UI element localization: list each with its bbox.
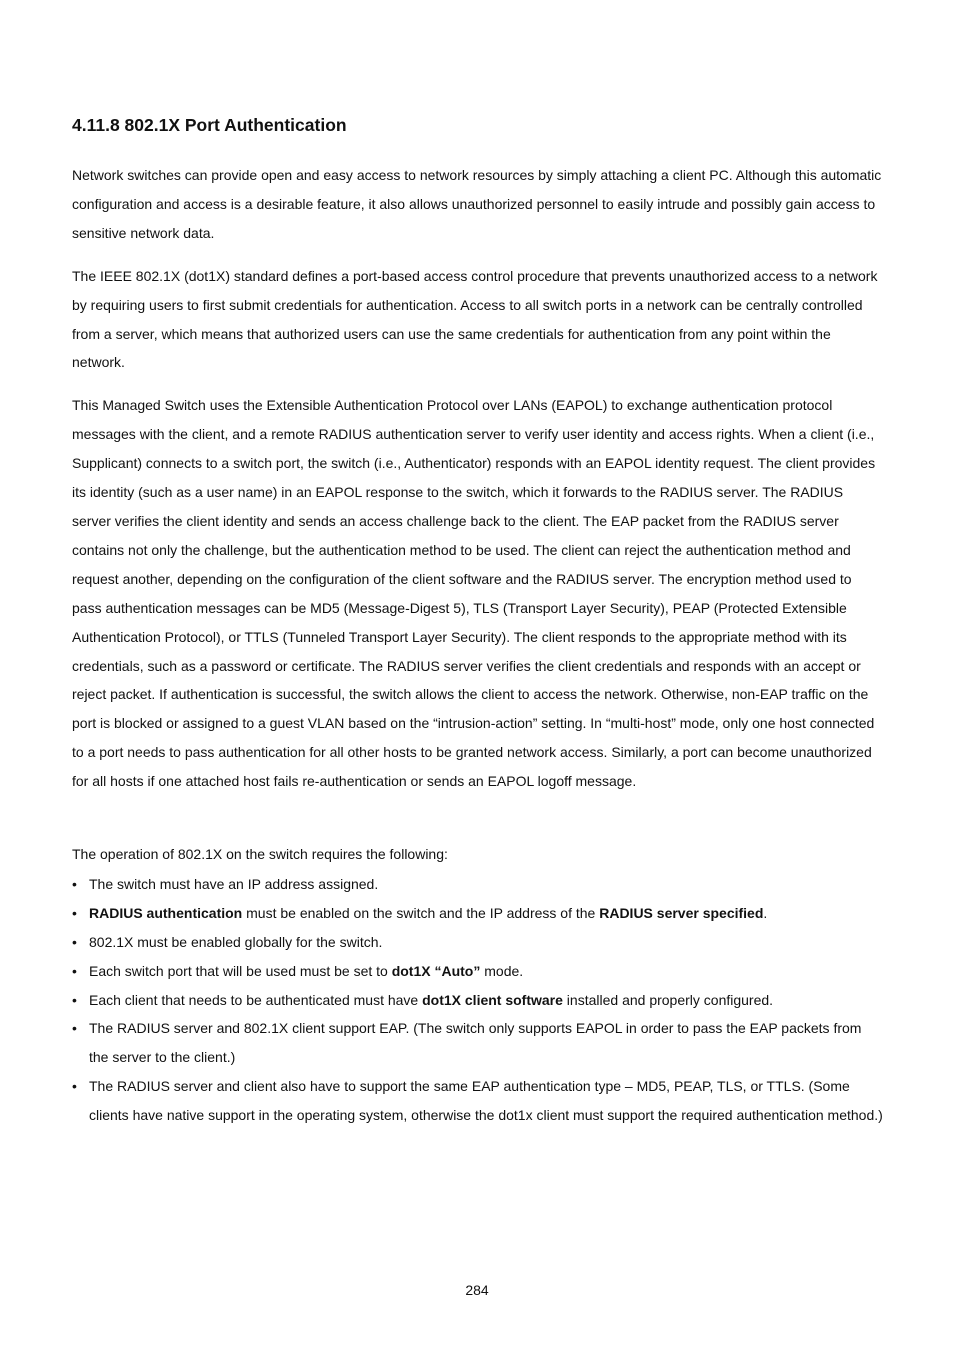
bullet-icon: • (72, 962, 77, 979)
list-item: • The RADIUS server and client also have to support the same EAP authentication type – MD5, PEAP, TLS, or TTLS. (Some clients have native support in the operating system, otherwise the dot1x client must support the required authentication method.) (72, 1072, 884, 1129)
document-body (72, 110, 884, 1130)
page-number: 284 (465, 1282, 489, 1298)
list-item: • The RADIUS server and 802.1X client support EAP. (The switch only supports EAPOL in order to pass the EAP packets from the server to the client.) (72, 1014, 884, 1071)
section-heading: 4.11.8 802.1X Port Authentication (72, 115, 347, 135)
bullet-icon: • (72, 991, 77, 1008)
requirements-intro: The operation of 802.1X on the switch requires the following: (72, 846, 448, 863)
list-item: • Each switch port that will be used must be set to dot1X “Auto” mode. (72, 957, 884, 986)
paragraph-eapol-description: This Managed Switch uses the Extensible Authentication Protocol over LANs (EAPOL) to exchange authentication protocol messages with the client, and a remote RADIUS authentication server to verify user identity and access rights. When a client (i.e., Supplicant) connects to a switch port, the switch (i.e., Authenticator) responds with an EAPOL identity request. The client provides its identity (such as a user name) in an EAPOL response to the switch, which it forwards to the RADIUS server. The RADIUS server verifies the client identity and sends an access challenge back to the client. The EAP packet from the RADIUS server contains not only the challenge, but the authentication method to be used. The client can reject the authentication method and request another, depending on the configuration of the client software and the RADIUS server. The encryption method used to pass authentication messages can be MD5 (Message-Digest 5), TLS (Transport Layer Security), PEAP (Protected Extensible Authentication Protocol), or TTLS (Tunneled Transport Layer Security). The client responds to the appropriate method with its credentials, such as a password or certificate. The RADIUS server verifies the client credentials and responds with an accept or reject packet. If authentication is successful, the switch allows the client to access the network. Otherwise, non-EAP traffic on the port is blocked or assigned to a guest VLAN based on the “intrusion-action” setting. In “multi-host” mode, only one host connected to a port needs to pass authentication for all other hosts to be granted network access. Similarly, a port can become unauthorized for all hosts if one attached host fails re-authentication or sends an EAPOL logoff message. (72, 397, 876, 790)
list-item: • Each client that needs to be authenticated must have dot1X client software installed and properly configured. (72, 986, 884, 1015)
bullet-icon: • (72, 1020, 77, 1037)
paragraph-ieee-standard: The IEEE 802.1X (dot1X) standard defines a port-based access control procedure that prevents unauthorized access to a network by requiring users to first submit credentials for authentication. Access to all switch ports in a network can be centrally controlled from a server, which means that authorized users can use the same credentials for authentication from any point within the network. (72, 267, 878, 371)
requirements-list (72, 870, 884, 1129)
list-item: • RADIUS authentication must be enabled on the switch and the IP address of the RADIUS server specified. (72, 899, 884, 928)
paragraph-intro: Network switches can provide open and easy access to network resources by simply attaching a client PC. Although this automatic configuration and access is a desirable feature, it also allows unauthorized personnel to easily intrude and possibly gain access to sensitive network data. (72, 167, 882, 241)
list-item: • 802.1X must be enabled globally for the switch. (72, 928, 884, 957)
bullet-icon: • (72, 933, 77, 950)
bullet-icon: • (72, 1078, 77, 1095)
bullet-icon: • (72, 876, 77, 893)
list-item: • The switch must have an IP address assigned. (72, 870, 884, 899)
bullet-icon: • (72, 904, 77, 921)
